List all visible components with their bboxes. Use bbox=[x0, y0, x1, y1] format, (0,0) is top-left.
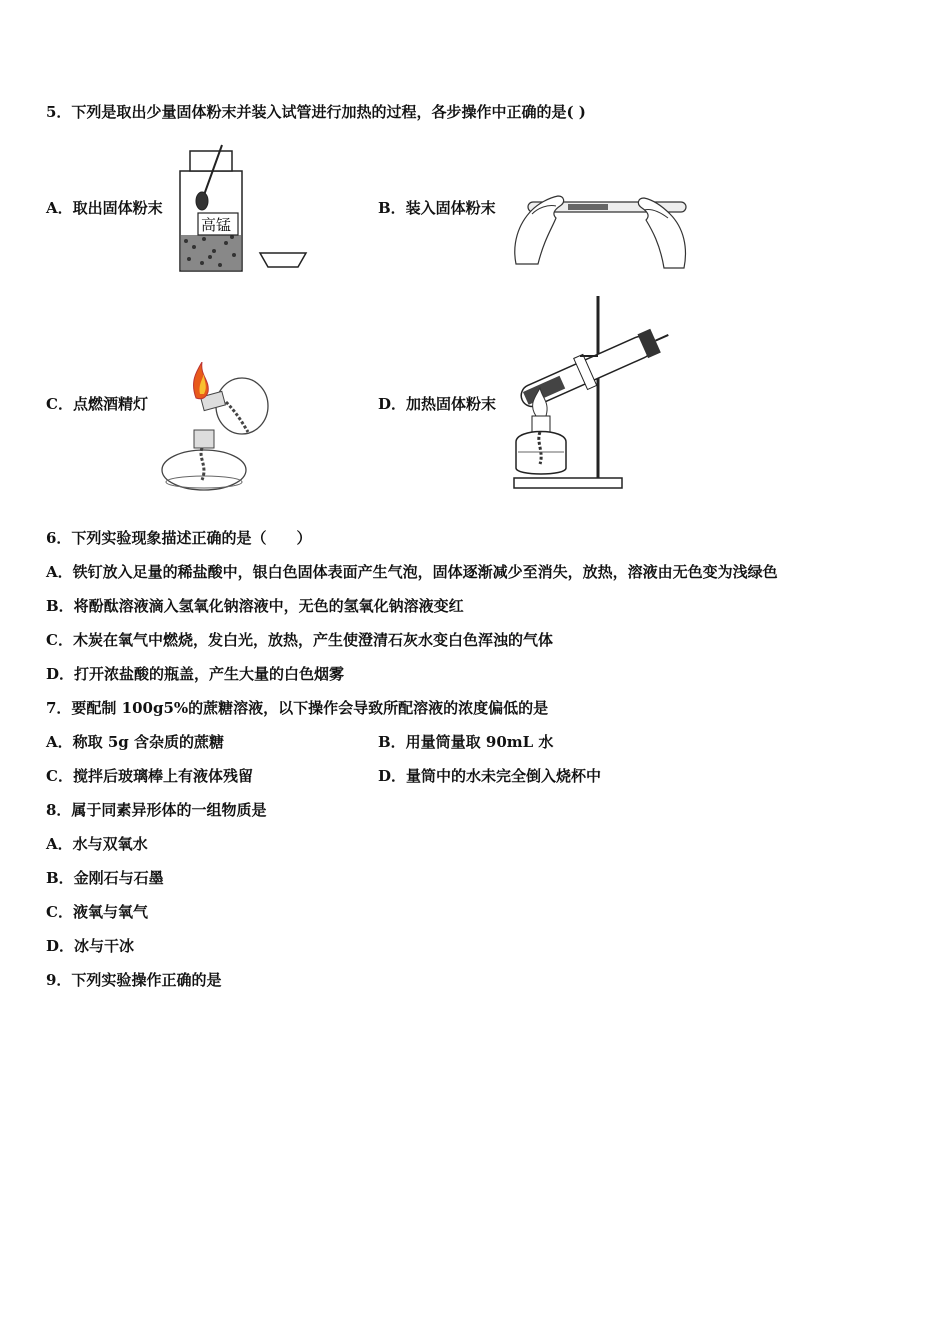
q8-option-c: C．液氧与氧气 bbox=[46, 903, 148, 921]
q7-stem: 7．要配制 100g5%的蔗糖溶液，以下操作会导致所配溶液的浓度偏低的是 bbox=[46, 699, 549, 717]
q8-option-b: B．金刚石与石墨 bbox=[46, 869, 164, 887]
q9-stem: 9．下列实验操作正确的是 bbox=[46, 971, 222, 989]
q6-option-a: A．铁钉放入足量的稀盐酸中，银白色固体表面产生气泡，固体逐渐减少至消失，放热，溶液由无色变为浅绿色 bbox=[46, 563, 778, 581]
q5-stem: 5．下列是取出少量固体粉末并装入试管进行加热的过程，各步操作中正确的是( ) bbox=[46, 103, 586, 121]
q6-option-c: C．木炭在氧气中燃烧，发白光，放热，产生使澄清石灰水变白色浑浊的气体 bbox=[46, 631, 553, 649]
q5-option-a: A．取出固体粉末 bbox=[46, 199, 163, 217]
q5-option-d: D．加热固体粉末 bbox=[378, 395, 497, 413]
q7-option-c: C．搅拌后玻璃棒上有液体残留 bbox=[46, 767, 253, 785]
q7-option-d: D．量筒中的水未完全倒入烧杯中 bbox=[378, 767, 602, 785]
q8-option-a: A．水与双氧水 bbox=[46, 835, 148, 853]
q8-option-d: D．冰与干冰 bbox=[46, 937, 135, 955]
q6-option-d: D．打开浓盐酸的瓶盖，产生大量的白色烟雾 bbox=[46, 665, 345, 683]
q7-option-a: A．称取 5g 含杂质的蔗糖 bbox=[46, 733, 225, 751]
q5-option-c: C．点燃酒精灯 bbox=[46, 395, 148, 413]
q7-option-b: B．用量筒量取 90mL 水 bbox=[378, 733, 554, 751]
q6-option-b: B．将酚酞溶液滴入氢氧化钠溶液中，无色的氢氧化钠溶液变红 bbox=[46, 597, 464, 615]
alcohol-lamp-figure bbox=[156, 362, 278, 494]
bottle-label: 高锰 bbox=[201, 216, 232, 234]
heating-apparatus-figure bbox=[510, 292, 678, 492]
q8-stem: 8．属于同素异形体的一组物质是 bbox=[46, 801, 267, 819]
q5-option-b: B．装入固体粉末 bbox=[378, 199, 496, 217]
bottle-spoon-figure bbox=[174, 143, 314, 275]
q6-stem: 6．下列实验现象描述正确的是（ ） bbox=[46, 529, 312, 547]
test-tube-hands-figure bbox=[508, 184, 690, 274]
